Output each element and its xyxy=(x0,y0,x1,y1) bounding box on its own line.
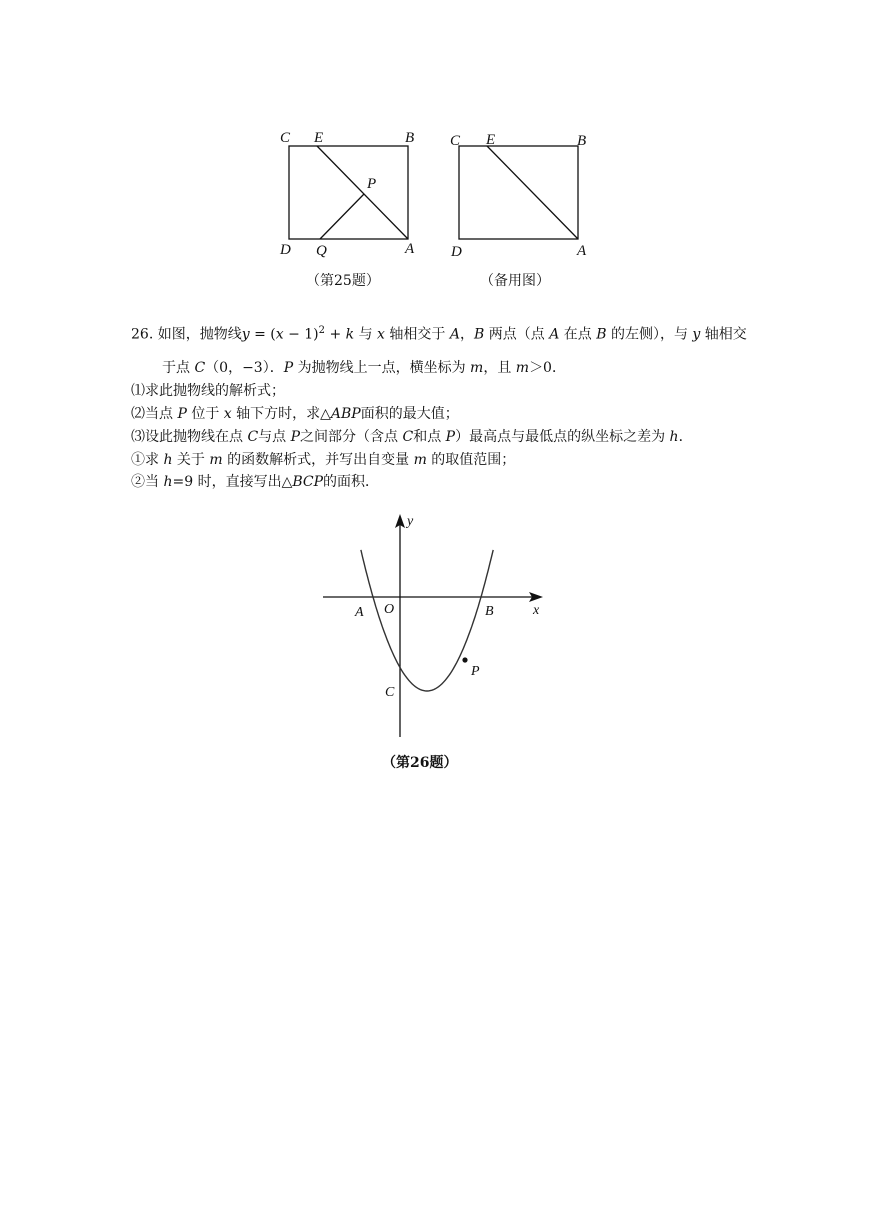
point-p xyxy=(462,657,467,662)
segment-qp xyxy=(320,194,364,239)
label-a: A xyxy=(405,241,415,257)
label-e: E xyxy=(314,130,324,146)
label-c: C xyxy=(450,133,461,149)
label-b: B xyxy=(485,604,494,619)
label-c: C xyxy=(280,130,291,146)
label-d: D xyxy=(451,244,462,260)
q26-part-3-1: ①求 h 关于 m 的函数解析式，并写出自变量 m 的取值范围； xyxy=(131,452,516,468)
label-b: B xyxy=(577,133,587,149)
q26-part-2: ⑵当点 P 位于 x 轴下方时，求△ABP面积的最大值； xyxy=(131,406,459,422)
caption-figure-26: （第26题） xyxy=(382,755,458,771)
label-a: A xyxy=(577,243,587,259)
q26-part-3-2: ②当 h=9 时，直接写出△BCP的面积． xyxy=(131,474,380,490)
label-x: x xyxy=(533,603,540,618)
figure-26-graph xyxy=(318,508,550,744)
figure-25-main xyxy=(270,122,430,264)
caption-figure-25: （第25题） xyxy=(306,273,380,289)
label-o: O xyxy=(384,602,395,617)
label-p: P xyxy=(471,664,480,679)
figure-25-backup xyxy=(440,122,600,264)
segment-ea xyxy=(317,146,408,239)
q26-line-1: 26. 如图，抛物线$y = (x - 1)^2 + k$ 与 x 轴相交于 A，B 两点（点 A 在点 B 的左侧），与 y 轴相交 xyxy=(131,325,747,343)
label-a: A xyxy=(355,605,364,620)
label-p: P xyxy=(367,176,377,192)
label-e: E xyxy=(486,132,496,148)
rectangle-cbad xyxy=(289,146,408,239)
caption-backup-figure: （备用图） xyxy=(480,273,550,289)
label-c: C xyxy=(385,685,395,700)
q26-part-3: ⑶设此抛物线在点 C与点 P之间部分（含点 C和点 P）最高点与最低点的纵坐标之差为 h． xyxy=(131,429,693,445)
q26-line-2: 于点 C（0，−3）．P 为抛物线上一点，横坐标为 m，且 m＞0． xyxy=(162,360,566,376)
segment-ea xyxy=(487,146,578,239)
label-q: Q xyxy=(316,243,327,259)
label-b: B xyxy=(405,130,415,146)
label-y: y xyxy=(407,514,414,529)
q26-part-1: ⑴求此抛物线的解析式； xyxy=(131,383,285,399)
label-d: D xyxy=(280,242,291,258)
rectangle-cbad xyxy=(459,146,578,239)
